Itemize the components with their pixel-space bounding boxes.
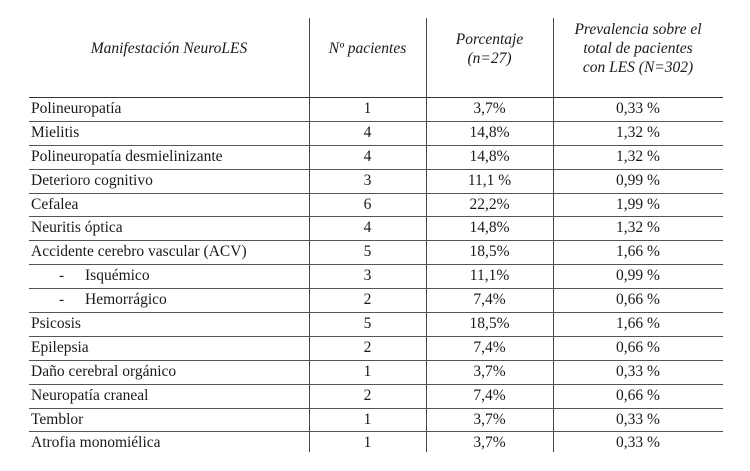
table-row <box>29 265 723 289</box>
table-row <box>29 313 723 337</box>
row-prevalence: 1,99 % <box>616 195 660 213</box>
row-manifestation-label: Accidente cerebro vascular (ACV) <box>31 243 247 261</box>
table-row <box>29 385 723 409</box>
header-prevalence-line: total de pacientes <box>583 40 693 57</box>
row-percentage: 7,4% <box>473 291 506 309</box>
row-percentage: 11,1% <box>469 267 510 285</box>
header-manifestation-label: Manifestación NeuroLES <box>90 40 248 57</box>
row-patients: 3 <box>363 171 372 189</box>
row-manifestation <box>31 98 121 121</box>
table-body <box>29 98 723 455</box>
row-prevalence: 0,33 % <box>616 410 660 428</box>
table-row <box>29 122 723 146</box>
row-manifestation <box>31 385 148 408</box>
row-patients: 2 <box>363 291 372 309</box>
row-prevalence: 1,66 % <box>616 243 660 261</box>
row-percentage: 18,5% <box>469 243 510 261</box>
row-patients: 4 <box>363 219 372 237</box>
row-manifestation <box>31 361 176 384</box>
table-row <box>29 361 723 385</box>
header-patients <box>309 0 426 97</box>
row-manifestation-label: Atrofia monomiélica <box>31 434 161 452</box>
row-manifestation-label: Isquémico <box>85 267 150 285</box>
row-manifestation-label: Cefalea <box>31 195 79 213</box>
row-patients: 1 <box>363 434 372 452</box>
row-prevalence: 0,33 % <box>616 434 660 452</box>
row-prevalence: 0,33 % <box>616 100 660 117</box>
row-manifestation <box>31 432 161 455</box>
row-manifestation-label: Psicosis <box>31 315 81 333</box>
row-prevalence: 0,33 % <box>616 362 660 380</box>
row-manifestation <box>31 170 153 193</box>
row-manifestation <box>59 289 167 312</box>
row-manifestation <box>31 146 223 169</box>
header-patients-label: Nº pacientes <box>328 40 407 57</box>
row-percentage: 22,2% <box>469 195 510 213</box>
header-percentage-line: (n=27) <box>467 49 512 67</box>
table-row <box>29 241 723 265</box>
row-patients: 2 <box>363 338 372 356</box>
table-row <box>29 170 723 194</box>
header-prevalence-line: con LES (N=302) <box>582 59 694 76</box>
row-percentage: 14,8% <box>469 147 510 165</box>
table-header <box>29 0 723 98</box>
row-manifestation <box>59 265 150 288</box>
row-manifestation-label: Mielitis <box>31 123 80 141</box>
row-dash: - <box>59 291 65 309</box>
row-prevalence: 0,99 % <box>616 171 660 189</box>
row-manifestation <box>31 409 83 432</box>
row-manifestation <box>31 241 247 264</box>
row-prevalence: 0,66 % <box>616 291 660 309</box>
row-patients: 1 <box>363 362 372 380</box>
row-patients: 4 <box>363 147 372 165</box>
row-percentage: 3,7% <box>473 410 506 428</box>
row-patients: 2 <box>363 386 372 404</box>
table-row <box>29 337 723 361</box>
row-dash: - <box>59 267 65 285</box>
table-row <box>29 289 723 313</box>
header-prevalence <box>553 0 723 97</box>
row-patients: 3 <box>363 267 372 285</box>
row-manifestation-label: Daño cerebral orgánico <box>31 362 177 380</box>
row-manifestation-label: Hemorrágico <box>85 291 167 309</box>
row-manifestation-label: Temblor <box>31 410 84 428</box>
row-prevalence: 0,66 % <box>616 338 660 356</box>
row-prevalence: 0,99 % <box>616 267 660 285</box>
row-manifestation-label: Neuropatía craneal <box>31 386 149 404</box>
row-manifestation-label: Polineuropatía desmielinizante <box>31 147 223 165</box>
row-percentage: 11,1 % <box>467 171 512 189</box>
row-percentage: 18,5% <box>469 315 510 333</box>
row-prevalence: 1,32 % <box>616 219 660 237</box>
row-manifestation <box>31 337 89 360</box>
row-patients: 6 <box>363 195 372 213</box>
row-percentage: 3,7% <box>473 362 506 380</box>
row-percentage: 14,8% <box>469 123 510 141</box>
row-prevalence: 1,32 % <box>616 147 660 165</box>
row-manifestation-label: Deterioro cognitivo <box>31 171 153 189</box>
row-patients: 5 <box>363 315 372 333</box>
table-row <box>29 194 723 218</box>
header-percentage-line: Porcentaje <box>455 30 524 48</box>
row-percentage: 3,7% <box>473 434 506 452</box>
table-row <box>29 432 723 455</box>
row-manifestation-label: Epilepsia <box>31 338 89 356</box>
table-row <box>29 409 723 433</box>
row-manifestation <box>31 122 79 145</box>
table-row <box>29 146 723 170</box>
neuroles-table <box>29 0 723 455</box>
row-prevalence: 0,66 % <box>616 386 660 404</box>
row-patients: 1 <box>363 410 372 428</box>
row-percentage: 14,8% <box>469 219 510 237</box>
row-manifestation <box>31 217 123 240</box>
row-manifestation-label: Polineuropatía <box>31 100 122 117</box>
row-manifestation <box>31 194 78 217</box>
row-manifestation-label: Neuritis óptica <box>31 219 123 237</box>
table-row <box>29 98 723 122</box>
row-patients: 4 <box>363 123 372 141</box>
row-patients: 1 <box>363 100 372 117</box>
row-patients: 5 <box>363 243 372 261</box>
row-percentage: 7,4% <box>473 338 506 356</box>
header-manifestation <box>29 0 309 97</box>
row-percentage: 3,7% <box>473 100 506 117</box>
header-percentage <box>426 0 553 97</box>
header-prevalence-line: Prevalencia sobre el <box>574 21 702 38</box>
row-manifestation <box>31 313 81 336</box>
table-row <box>29 217 723 241</box>
row-prevalence: 1,66 % <box>616 315 660 333</box>
row-percentage: 7,4% <box>473 386 506 404</box>
row-prevalence: 1,32 % <box>616 123 660 141</box>
